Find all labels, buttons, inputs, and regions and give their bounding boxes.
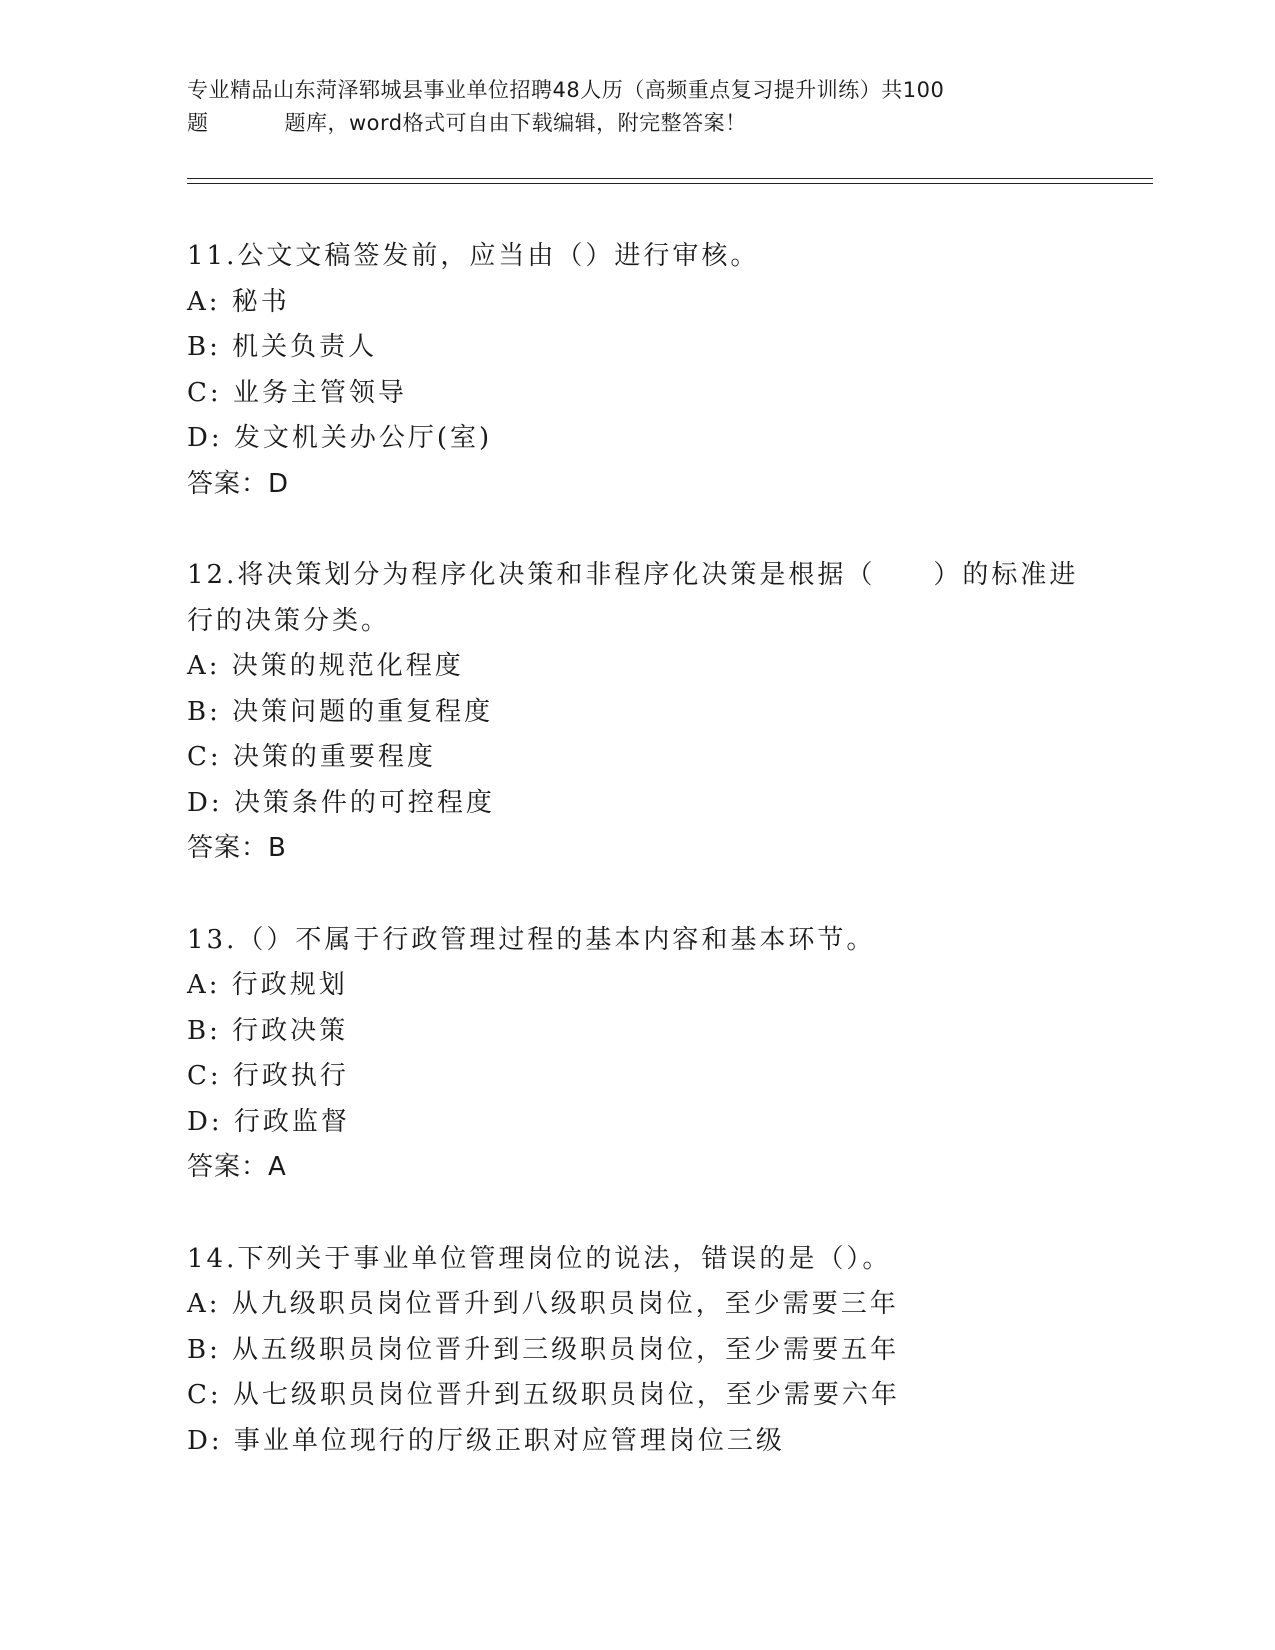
question-stem-continued: 行的决策分类。 [187, 605, 391, 636]
answer: 答案：A [187, 1152, 287, 1182]
header-divider-bottom [187, 183, 1153, 184]
option-c: C: 业务主管领导 [187, 377, 407, 408]
option-a: A: 从九级职员岗位晋升到八级职员岗位，至少需要三年 [187, 1289, 899, 1319]
option-d: D: 决策条件的可控程度 [187, 787, 495, 818]
option-c: C: 从七级职员岗位晋升到五级职员岗位，至少需要六年 [187, 1380, 900, 1410]
header-divider-top [187, 178, 1153, 179]
option-d: D: 发文机关办公厅(室) [187, 423, 493, 453]
header-line-2 [187, 107, 1067, 140]
question-list [187, 234, 1087, 1510]
question-stem: 14.下列关于事业单位管理岗位的说法，错误的是（）。 [187, 1243, 892, 1274]
option-a: A: 秘书 [187, 286, 290, 317]
option-a: A: 行政规划 [187, 970, 348, 1000]
answer: 答案：B [187, 833, 287, 863]
question-13 [187, 918, 1087, 1191]
option-b: B: 行政决策 [187, 1015, 349, 1046]
option-c: C: 决策的重要程度 [187, 742, 436, 772]
option-b: B: 从五级职员岗位晋升到三级职员岗位，至少需要五年 [187, 1334, 900, 1365]
question-stem: 11.公文文稿签发前，应当由（）进行审核。 [187, 241, 760, 271]
option-b: B: 机关负责人 [187, 332, 378, 362]
option-c: C: 行政执行 [187, 1061, 349, 1091]
option-d: D: 行政监督 [187, 1106, 350, 1137]
option-a: A: 决策的规范化程度 [187, 651, 464, 681]
question-11 [187, 234, 1087, 507]
header-line-2-start: 题 [187, 111, 209, 135]
question-stem: 12.将决策划分为程序化决策和非程序化决策是根据（ ）的标准进 [187, 560, 1079, 590]
question-12 [187, 553, 1087, 872]
question-stem: 13.（）不属于行政管理过程的基本内容和基本环节。 [187, 924, 876, 955]
header-line-1: 专业精品山东菏泽郓城县事业单位招聘48人历（高频重点复习提升训练）共100 [187, 78, 945, 102]
option-d: D: 事业单位现行的厅级正职对应管理岗位三级 [187, 1425, 785, 1456]
answer: 答案：D [187, 468, 290, 499]
question-14 [187, 1237, 1087, 1465]
header-line-2-rest: 题库，word格式可自由下载编辑，附完整答案！ [284, 111, 747, 135]
document-header [187, 74, 1067, 140]
option-b: B: 决策问题的重复程度 [187, 696, 494, 727]
